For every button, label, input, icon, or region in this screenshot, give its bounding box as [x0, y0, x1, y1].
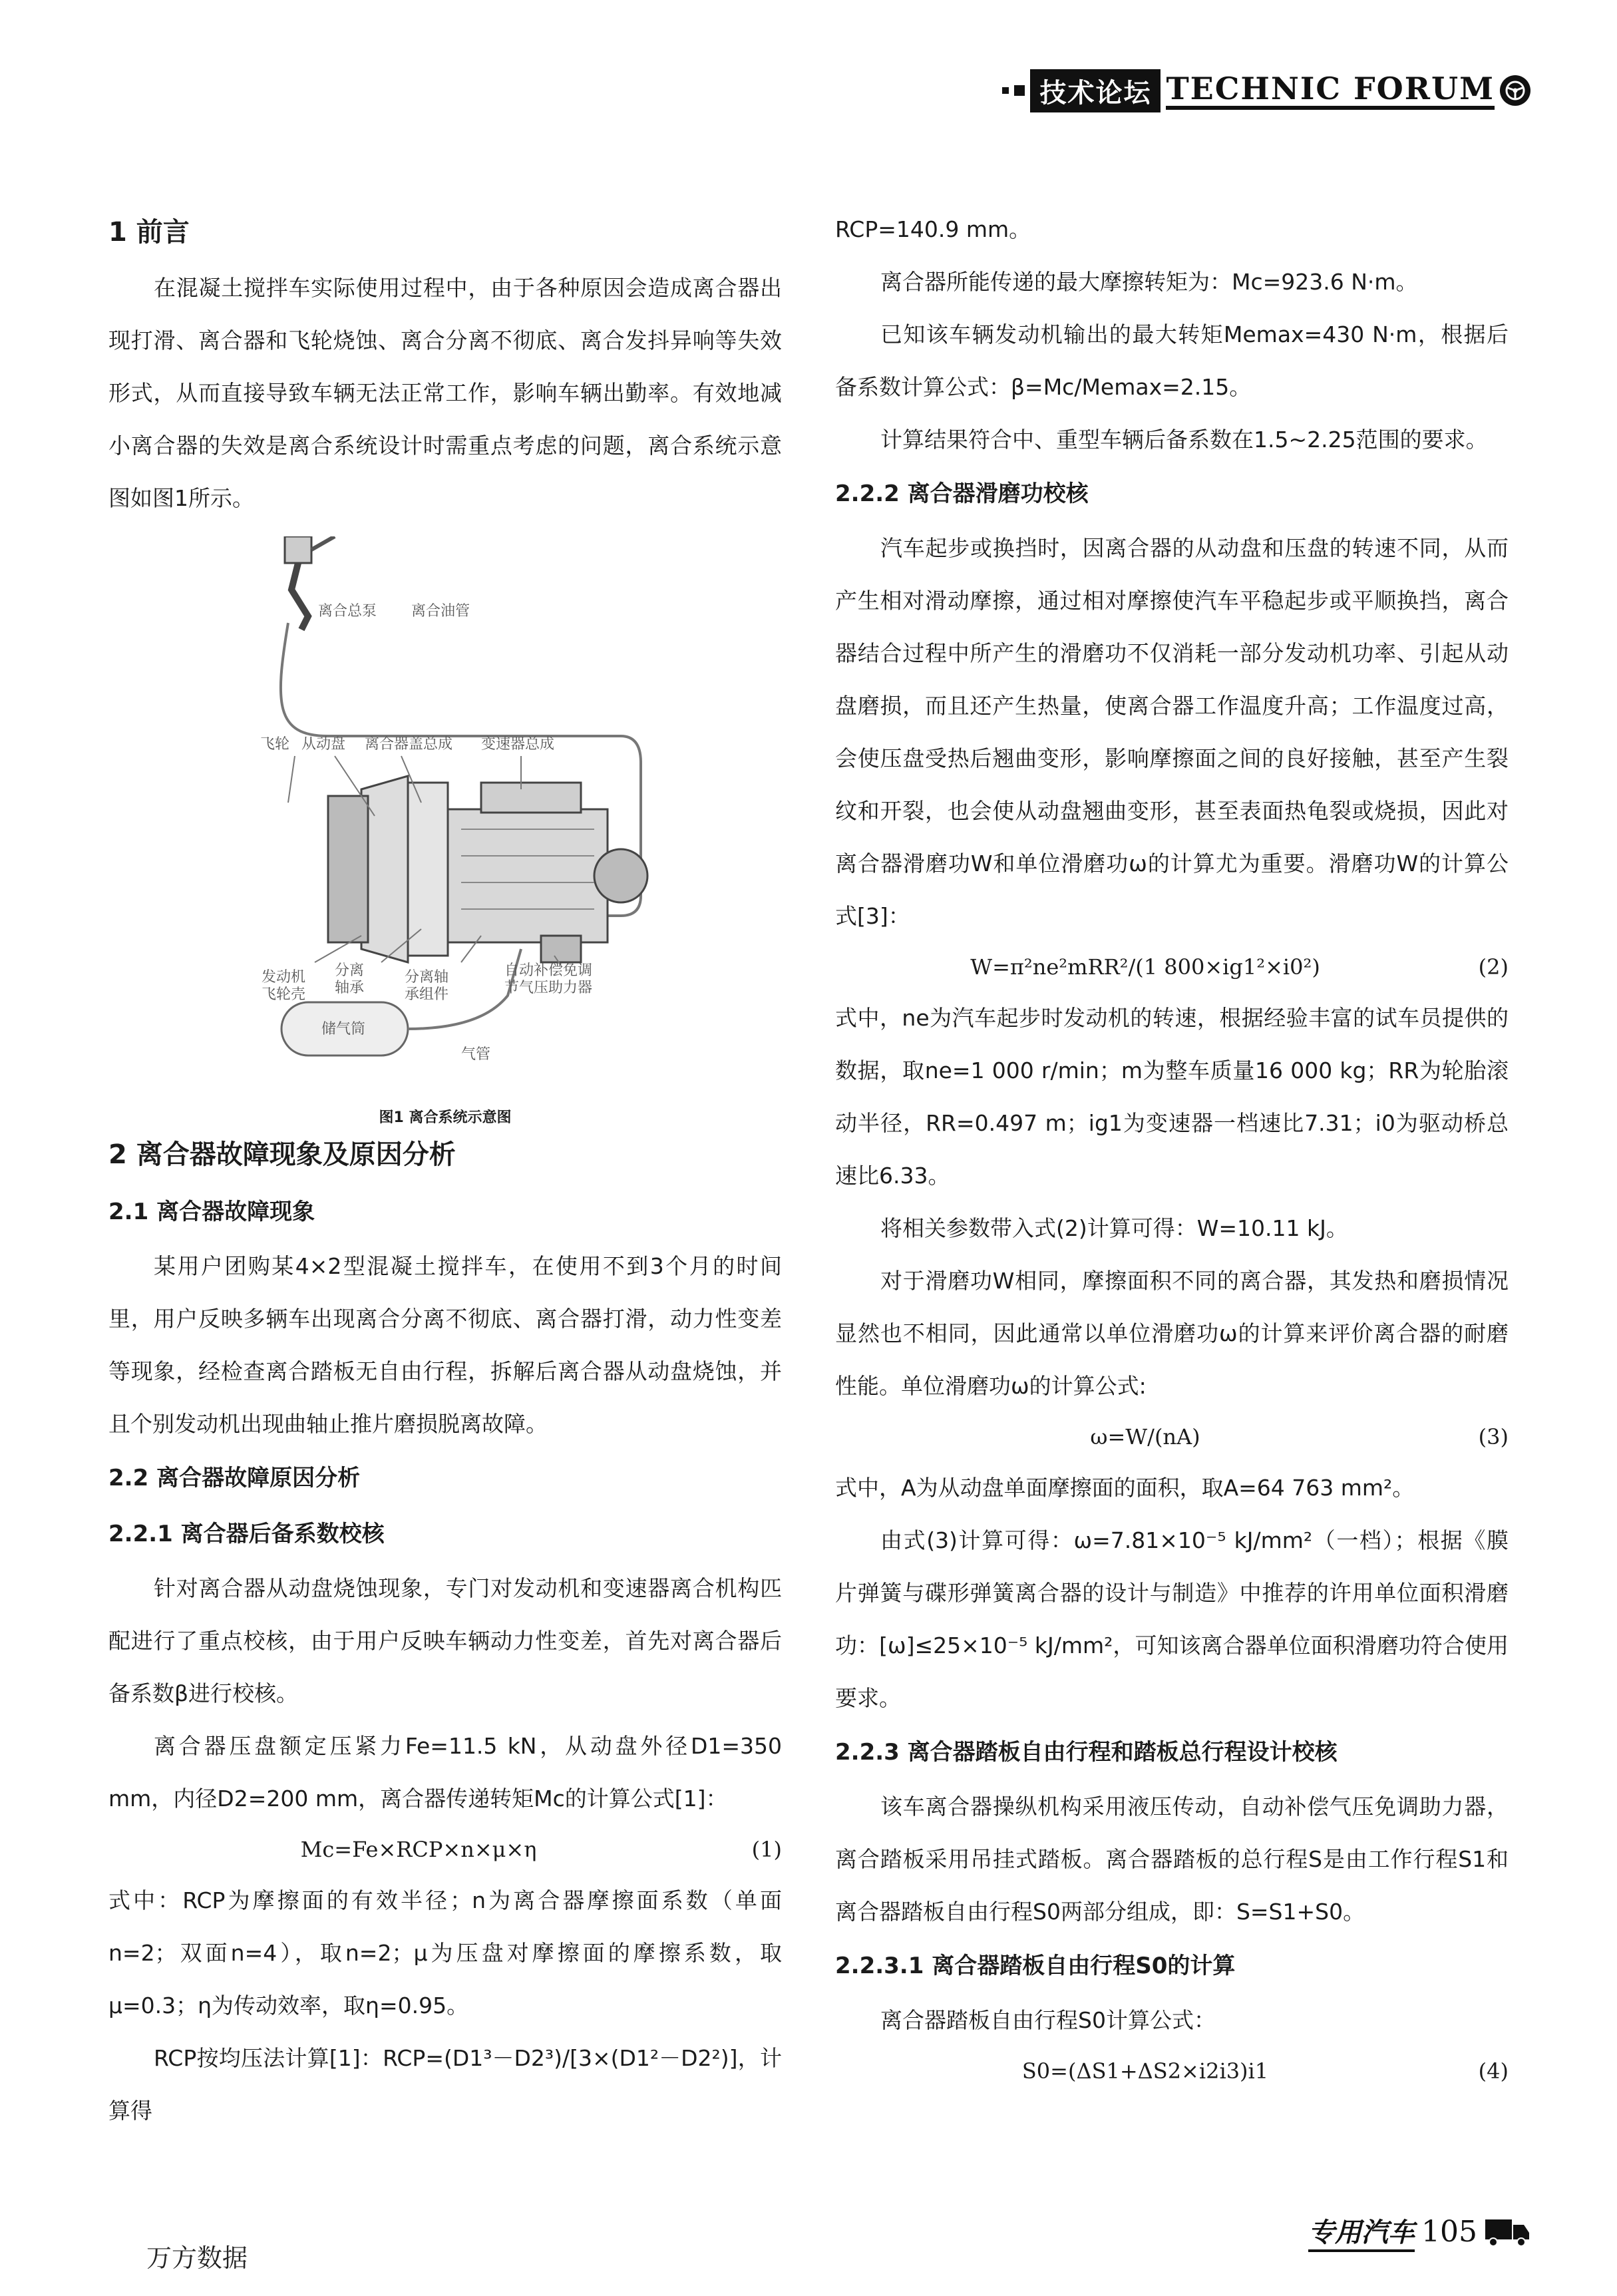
paragraph: 离合器所能传递的最大摩擦转矩为：Mc=923.6 N·m。: [880, 269, 1418, 295]
magazine-logo: 专用汽车: [1308, 2211, 1415, 2252]
paragraph: 针对离合器从动盘烧蚀现象，专门对发动机和变速器离合机构匹配进行了重点校核，由于用户反映车辆动力性变差，首先对离合器后备系数β进行校核。: [108, 1575, 782, 1706]
clutch-system-figure: [108, 536, 782, 1125]
subsection-title: 2.1 离合器故障现象: [108, 1199, 315, 1225]
equation-formula: W=π²ne²mRR²/(1 800×ig1²×i0²): [970, 954, 1320, 980]
source-watermark: 万方数据: [146, 2243, 248, 2273]
figure-label: 储气筒: [321, 1021, 366, 1038]
page-footer: [1308, 2211, 1530, 2252]
equation-formula: Mc=Fe×RCP×n×μ×η: [300, 1837, 537, 1862]
figure-label: 离合油管: [411, 603, 470, 620]
subsection-title: 2.2.2 离合器滑磨功校核: [835, 480, 1089, 507]
paragraph: 在混凝土搅拌车实际使用过程中，由于各种原因会造成离合器出现打滑、离合器和飞轮烧蚀、离合分离不彻底、离合发抖异响等失效形式，从而直接导致车辆无法正常工作，影响车辆出勤率。有效地减小离合器的失效是离合系统设计时需重点考虑的问题，离合系统示意图如图1所示。: [108, 275, 782, 511]
paragraph: 由式(3)计算可得：ω=7.81×10⁻⁵ kJ/mm²（一档）；根据《膜片弹簧与碟形弹簧离合器的设计与制造》中推荐的许用单位面积滑磨功：[ω]≤25×10⁻⁵ kJ/mm²，可知该离合器单位面积滑磨功符合使用要求。: [835, 1527, 1509, 1711]
paragraph: 对于滑磨功W相同，摩擦面积不同的离合器，其发热和磨损情况显然也不相同，因此通常以单位滑磨功ω的计算来评价离合器的耐磨性能。单位滑磨功ω的计算公式:: [835, 1268, 1509, 1399]
figure-label: 飞轮: [260, 736, 290, 753]
paragraph: 该车离合器操纵机构采用液压传动，自动补偿气压免调助力器，离合踏板采用吊挂式踏板。离合器踏板的总行程S是由工作行程S1和离合器踏板自由行程S0两部分组成，即：S=S1+S0。: [835, 1794, 1509, 1925]
figure-label: 变速器总成: [481, 736, 555, 753]
paragraph: 计算结果符合中、重型车辆后备系数在1.5~2.25范围的要求。: [880, 427, 1488, 453]
equation-3: [835, 1412, 1509, 1461]
left-column: [108, 203, 782, 2137]
figure-caption: 图1 离合系统示意图: [379, 1109, 512, 1126]
equation-4: [835, 2046, 1509, 2096]
section-title-intro: 1 前言: [108, 217, 190, 248]
figure-label: 分离 轴承: [335, 962, 365, 996]
paragraph: 某用户团购某4×2型混凝土搅拌车，在使用不到3个月的时间里，用户反映多辆车出现离合分离不彻底、离合器打滑，动力性变差等现象，经检查离合踏板无自由行程，拆解后离合器从动盘烧蚀，并且个别发动机出现曲轴止推片磨损脱离故障。: [108, 1253, 782, 1437]
header-en-label: TECHNIC FORUM: [1166, 71, 1495, 110]
equation-number: (3): [1478, 1424, 1509, 1449]
header-square-icon: [1002, 87, 1009, 94]
paragraph: 式中，A为从动盘单面摩擦面的面积，取A=64 763 mm²。: [835, 1475, 1415, 1501]
paragraph: RCP=140.9 mm。: [835, 216, 1031, 242]
subsection-title: 2.2 离合器故障原因分析: [108, 1465, 361, 1491]
equation-1: [108, 1825, 782, 1874]
paragraph: 式中：RCP为摩擦面的有效半径；n为离合器摩擦面系数（单面n=2；双面n=4），取n=2；μ为压盘对摩擦面的摩擦系数，取μ=0.3；η为传动效率，取η=0.95。: [108, 1887, 782, 2018]
figure-label: 自动补偿免调 节气压助力器: [504, 962, 593, 996]
equation-formula: ω=W/(nA): [1090, 1424, 1200, 1449]
header-cn-label: 技术论坛: [1030, 69, 1161, 112]
right-column: [835, 203, 1509, 2096]
paragraph: 式中，ne为汽车起步时发动机的转速，根据经验丰富的试车员提供的数据，取ne=1 000 r/min；m为整车质量16 000 kg；RR为轮胎滚动半径，RR=0.497 m；ig1为变速器一档速比7.31；i0为驱动桥总速比6.33。: [835, 1005, 1509, 1189]
equation-formula: S0=(ΔS1+ΔS2×i2i3)i1: [1021, 2058, 1269, 2084]
figure-label: 发动机 飞轮壳: [262, 969, 306, 1003]
figure-label: 离合总泵: [318, 603, 377, 620]
paragraph: 已知该车辆发动机输出的最大转矩Memax=430 N·m，根据后备系数计算公式：β=Mc/Memax=2.15。: [835, 321, 1509, 400]
truck-icon: [1484, 2217, 1530, 2247]
subsection-title: 2.2.3.1 离合器踏板自由行程S0的计算: [835, 1953, 1236, 1979]
page-header: [1002, 69, 1530, 112]
figure-label: 从动盘: [301, 736, 346, 753]
figure-label: 离合器盖总成: [365, 736, 453, 753]
page-number: 105: [1421, 2215, 1477, 2249]
paragraph: 离合器踏板自由行程S0计算公式：: [880, 2007, 1216, 2033]
figure-label: 气管: [461, 1046, 491, 1063]
subsection-title: 2.2.1 离合器后备系数校核: [108, 1521, 385, 1547]
paragraph: 将相关参数带入式(2)计算可得：W=10.11 kJ。: [880, 1215, 1348, 1241]
paragraph: 离合器压盘额定压紧力Fe=11.5 kN，从动盘外径D1=350 mm，内径D2=200 mm，离合器传递转矩Mc的计算公式[1]：: [108, 1733, 782, 1812]
equation-number: (1): [751, 1837, 782, 1862]
paragraph: RCP按均压法计算[1]：RCP=(D1³－D2³)/[3×(D1²－D2²)]，计算得: [108, 2045, 782, 2124]
equation-number: (4): [1478, 2058, 1509, 2084]
equation-2: [835, 942, 1509, 992]
paragraph: 汽车起步或换挡时，因离合器的从动盘和压盘的转速不同，从而产生相对滑动摩擦，通过相对摩擦使汽车平稳起步或平顺换挡，离合器结合过程中所产生的滑磨功不仅消耗一部分发动机功率、引起从动盘磨损，而且还产生热量，使离合器工作温度升高；工作温度过高，会使压盘受热后翘曲变形，影响摩擦面之间的良好接触，甚至产生裂纹和开裂，也会使从动盘翘曲变形，甚至表面热龟裂或烧损，因此对离合器滑磨功W和单位滑磨功ω的计算尤为重要。滑磨功W的计算公式[3]：: [835, 535, 1509, 929]
figure-label: 分离轴 承组件: [405, 969, 449, 1003]
header-square-icon: [1014, 85, 1025, 96]
subsection-title: 2.2.3 离合器踏板自由行程和踏板总行程设计校核: [835, 1739, 1338, 1766]
equation-number: (2): [1478, 954, 1509, 980]
steering-wheel-icon: [1500, 75, 1530, 106]
section-title-failure: 2 离合器故障现象及原因分析: [108, 1139, 456, 1170]
